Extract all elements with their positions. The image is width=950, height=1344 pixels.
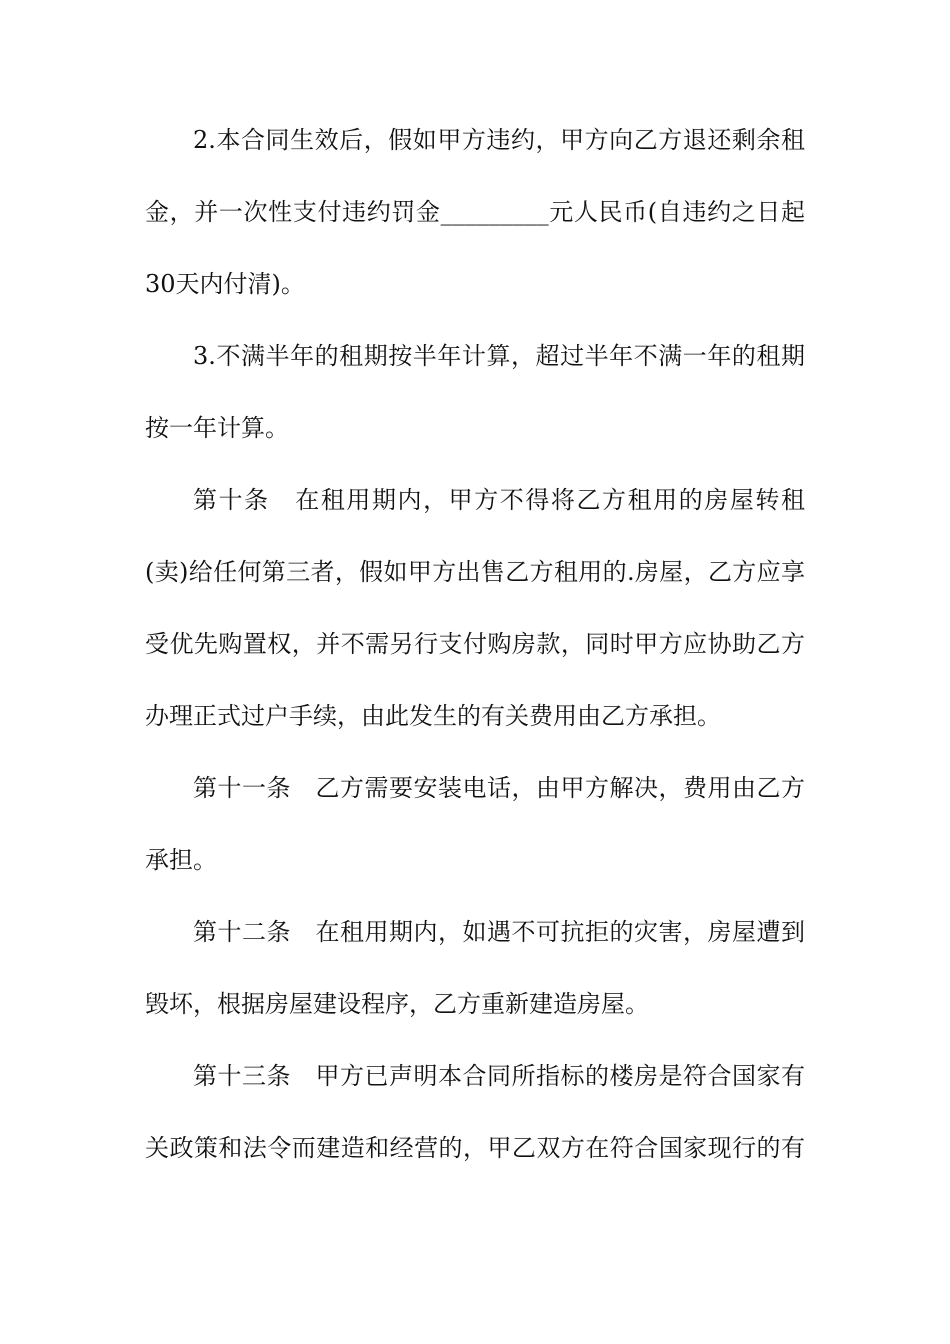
text-line: 第十二条 在租用期内，如遇不可抗拒的灾害，房屋遭到 — [193, 918, 805, 946]
contract-text — [145, 124, 805, 1204]
text-line: 毁坏，根据房屋建设程序，乙方重新建造房屋。 — [145, 990, 649, 1018]
text-line: 3.不满半年的租期按半年计算，超过半年不满一年的租期 — [193, 342, 805, 370]
text-line: 2.本合同生效后，假如甲方违约，甲方向乙方退还剩余租 — [193, 126, 805, 154]
text-line: 金，并一次性支付违约罚金_________元人民币(自违约之日起 — [145, 198, 805, 226]
text-line: 受优先购置权，并不需另行支付购房款，同时甲方应协助乙方 — [145, 630, 805, 658]
text-line: 关政策和法令而建造和经营的，甲乙双方在符合国家现行的有 — [145, 1134, 805, 1162]
text-line: 30天内付清)。 — [145, 270, 305, 298]
text-line: 办理正式过户手续，由此发生的有关费用由乙方承担。 — [145, 702, 721, 730]
text-line: 按一年计算。 — [145, 414, 289, 442]
text-line: (卖)给任何第三者，假如甲方出售乙方租用的.房屋，乙方应享 — [145, 558, 805, 586]
text-line: 第十一条 乙方需要安装电话，由甲方解决，费用由乙方 — [193, 774, 805, 802]
text-line: 第十三条 甲方已声明本合同所指标的楼房是符合国家有 — [193, 1062, 805, 1090]
text-line: 第十条 在租用期内，甲方不得将乙方租用的房屋转租 — [193, 486, 805, 514]
text-line: 承担。 — [145, 846, 217, 874]
